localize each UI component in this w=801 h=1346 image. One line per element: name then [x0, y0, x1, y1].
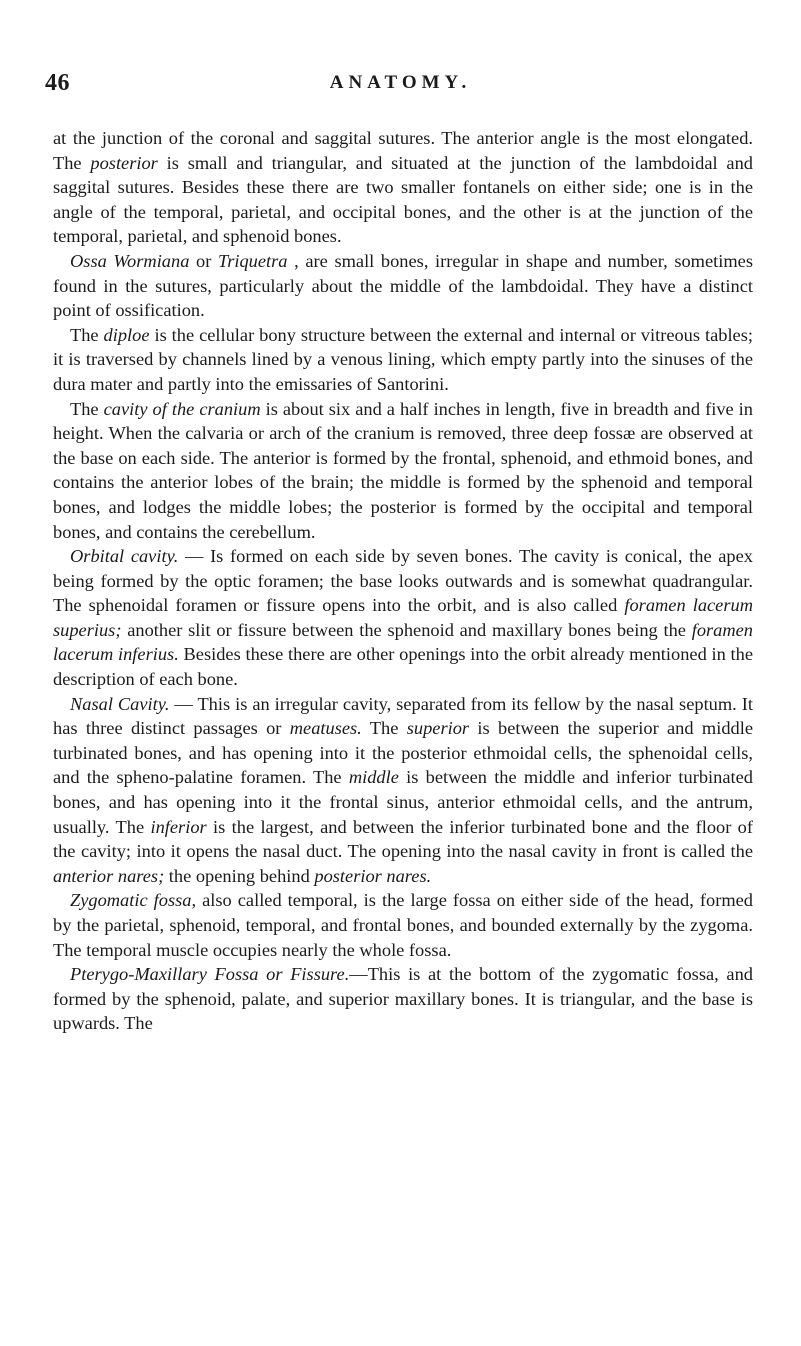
page-header — [40, 70, 761, 110]
body-text — [53, 126, 753, 1036]
paragraph — [53, 249, 753, 323]
italic-term: inferior — [150, 816, 207, 837]
italic-term: foramen lacerum inferius. — [53, 619, 753, 665]
italic-term: anterior nares; — [53, 865, 165, 886]
text-run: The — [70, 324, 104, 345]
text-run: is the cellular bony structure between the external and internal or vitreous tables; it is traversed by channels lined by a venous lining, which empty partly into the sinuses of the dura mater and partly into the emissaries of Santorini. — [53, 324, 753, 394]
italic-term: Orbital cavity. — [70, 546, 179, 567]
italic-term: posterior — [90, 152, 158, 173]
text-run: also called temporal, is the large fossa on either side of the head, formed by the parietal, sphenoid, temporal, and frontal bones, and bounded externally by the zygoma. The temporal muscle occupies nearly the whole fossa. — [53, 890, 753, 960]
text-run: is between the superior and middle turbinated bones, and has opening into it the posterior ethmoidal cells, the sphenoidal cells, and the spheno-palatine foramen. The — [53, 718, 753, 788]
italic-term: cavity of the cranium — [103, 398, 261, 419]
text-run: Besides these there are other openings into the orbit already mentioned in the description of each bone. — [53, 644, 753, 690]
text-run: is between the middle and inferior turbinated bones, and has opening into it the frontal sinus, anterior ethmoidal cells, and the antrum, usually. The — [53, 767, 753, 837]
text-run: is small and triangular, and situated at the junction of the lambdoidal and saggital sutures. Besides these there are two smaller fontanels on either side; one is in the angle of the temporal, parietal, and occipital bones, and the other is at the junction of the temporal, parietal, and sphenoid bones. — [53, 152, 753, 247]
text-run: The — [70, 398, 104, 419]
italic-term: Zygomatic fossa, — [70, 890, 197, 911]
text-run: is about six and a half inches in length, five in breadth and five in height. When the calvaria or arch of the cranium is removed, three deep fossæ are observed at the base on each side. The anterior is formed by the frontal, sphenoid, and ethmoid bones, and contains the anterior lobes of the brain; the middle is formed by the sphenoid and temporal bones, and lodges the middle lobes; the posterior is formed by the occipital and temporal bones, and contains the cerebellum. — [53, 398, 753, 542]
text-run: or — [189, 250, 218, 271]
italic-term: middle — [348, 767, 399, 788]
text-run: , are small bones, irregular in shape and number, sometimes found in the sutures, particularly about the middle of the lambdoidal. They have a distinct point of ossification. — [53, 250, 753, 321]
italic-term: Triquetra — [217, 250, 288, 271]
paragraph — [53, 692, 753, 889]
italic-term: Nasal Cavity. — [70, 693, 170, 714]
paragraph — [53, 544, 753, 692]
paragraph — [53, 126, 753, 249]
text-run: the opening behind — [164, 865, 315, 886]
italic-term: foramen lacerum superius; — [53, 595, 753, 640]
italic-term: Ossa Wormiana — [70, 250, 190, 271]
italic-term: posterior nares. — [314, 865, 432, 886]
text-run: is the largest, and between the inferior turbinated bone and the floor of the cavity; into it opens the nasal duct. The opening into the nasal cavity in front is called the — [53, 816, 754, 862]
text-run: — Is formed on each side by seven bones. The cavity is conical, the apex being formed by the optic foramen; the base looks outwards and is somewhat quadrangular. The sphenoidal foramen or fissure opens into the orbit, and is also called — [53, 546, 753, 616]
italic-term: Pterygo-Maxillary Fossa or Fissure. — [70, 964, 350, 985]
text-run: —This is at the bottom of the zygomatic fossa, and formed by the sphenoid, palate, and superior maxillary bones. It is triangular, and the base is upwards. The — [53, 964, 753, 1034]
text-run: another slit or fissure between the sphenoid and maxillary bones being the — [121, 619, 692, 640]
text-run: — This is an irregular cavity, separated from its fellow by the nasal septum. It has three distinct passages or — [53, 693, 753, 739]
paragraph — [53, 397, 753, 545]
paragraph — [53, 962, 753, 1036]
text-run: at the junction of the coronal and saggital sutures. The anterior angle is the most elongated. The — [53, 128, 753, 173]
page-number: 46 — [45, 70, 70, 96]
paragraph — [53, 888, 753, 962]
italic-term: meatuses. — [289, 718, 362, 739]
italic-term: superior — [406, 718, 470, 739]
paragraph — [53, 323, 753, 397]
text-run: The — [361, 718, 407, 739]
italic-term: diploe — [103, 324, 150, 345]
running-title: ANATOMY. — [329, 72, 472, 93]
